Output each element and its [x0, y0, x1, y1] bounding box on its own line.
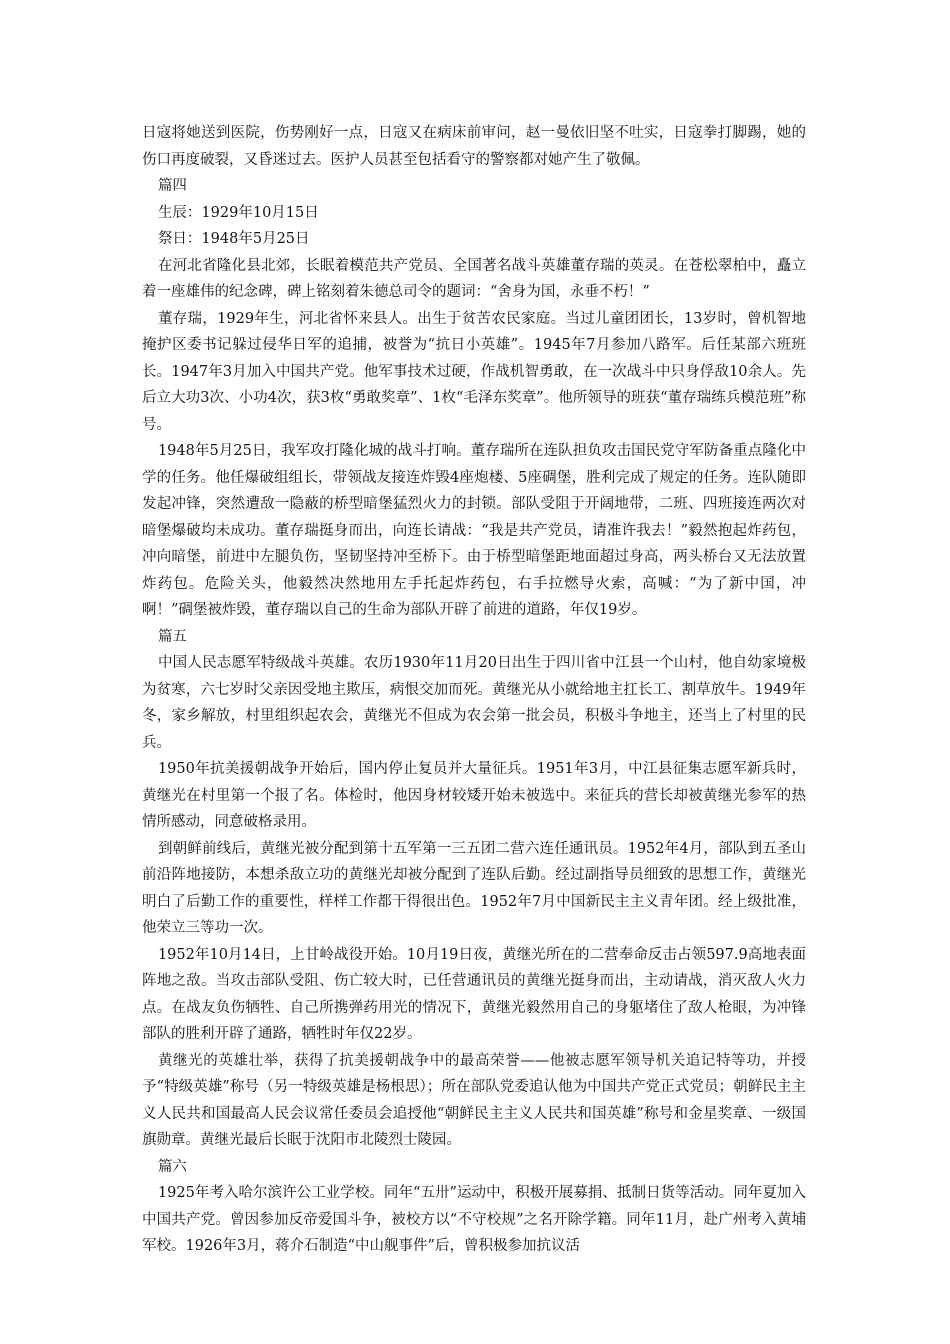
- paragraph-dong-cunrui-2: 董存瑞，1929年生，河北省怀来县人。出生于贫苦农民家庭。当过儿童团团长，13岁时，曾机智地掩护区委书记躲过侵华日军的追捕，被誉为“抗日小英雄”。1945年7月参加八路军。后任某部六班班长。1947年3月加入中国共产党。他军事技术过硬，作战机智勇敢，在一次战斗中只身俘敌10余人。先后立大功3次、小功4次，获3枚“勇敢奖章”、1枚“毛泽东奖章”。他所领导的班获“董存瑞练兵模范班”称号。: [142, 310, 806, 433]
- section-heading-6: 篇六: [157, 1158, 187, 1175]
- paragraph-dong-cunrui-1: 在河北省隆化县北郊，长眠着模范共产党员、全国著名战斗英雄董存瑞的英灵。在苍松翠柏中，矗立着一座雄伟的纪念碑，碑上铭刻着朱德总司令的题词：“舍身为国，永垂不朽！”: [142, 257, 806, 300]
- section-heading-4: 篇四: [157, 178, 187, 194]
- paragraph-huang-jiguang-5: 黄继光的英雄壮举，获得了抗美援朝战争中的最高荣誉——他被志愿军领导机关追记特等功，并授予“特级英雄”称号（另一特级英雄是杨根思）；所在部队党委追认他为中国共产党正式党员；朝鲜民主主义人民共和国最高人民会议常任委员会追授他“朝鲜民主主义人民共和国英雄”称号和金星奖章、一级国旗勋章。黄继光最后长眠于沈阳市北陵烈士陵园。: [142, 1052, 806, 1148]
- paragraph-dong-cunrui-3: 1948年5月25日，我军攻打隆化城的战斗打响。董存瑞所在连队担负攻击国民党守军防备重点隆化中学的任务。他任爆破组组长，带领战友接连炸毁4座炮楼、5座碉堡，胜利完成了规定的任务。连队随即发起冲锋，突然遭敌一隐蔽的桥型暗堡猛烈火力的封锁。部队受阻于开阔地带，二班、四班接连两次对暗堡爆破均未成功。董存瑞挺身而出，向连长请战：“我是共产党员，请准许我去！”毅然抱起炸药包，冲向暗堡，前进中左腿负伤，坚韧坚持冲至桥下。由于桥型暗堡距地面超过身高，两头桥台又无法放置炸药包。危险关头，他毅然决然地用左手托起炸药包，右手拉燃导火索，高喊：“为了新中国，冲啊！”碉堡被炸毁，董存瑞以自己的生命为部队开辟了前进的道路，年仅19岁。: [142, 443, 806, 618]
- paragraph-huang-jiguang-4: 1952年10月14日，上甘岭战役开始。10月19日夜，黄继光所在的二营奉命反击占领597.9高地表面阵地之敌。当攻击部队受阻、伤亡较大时，已任营通讯员的黄继光挺身而出，主动请战，消灭敌人火力点。在战友负伤牺牲、自己所携弹药用光的情况下，黄继光毅然用自己的身躯堵住了敌人枪眼，为冲锋部队的胜利开辟了通路，牺牲时年仅22岁。: [142, 946, 806, 1042]
- paragraph-huang-jiguang-3: 到朝鲜前线后，黄继光被分配到第十五军第一三五团二营六连任通讯员。1952年4月，部队到五圣山前沿阵地接防，本想杀敌立功的黄继光却被分配到了连队后勤。经过副指导员细致的思想工作，黄继光明白了后勤工作的重要性，样样工作都干得很出色。1952年7月中国新民主主义青年团。经上级批准，他荣立三等功一次。: [142, 840, 806, 936]
- paragraph-huang-jiguang-2: 1950年抗美援朝战争开始后，国内停止复员并大量征兵。1951年3月，中江县征集志愿军新兵时，黄继光在村里第一个报了名。体检时，他因身材较矮开始未被选中。来征兵的营长却被黄继光参军的热情所感动，同意破格录用。: [142, 761, 806, 830]
- paragraph-zhao-yiman-end: 日寇将她送到医院，伤势刚好一点，日寇又在病床前审问，赵一曼依旧坚不吐实，日寇拳打脚踢，她的伤口再度破裂，又昏迷过去。医护人员甚至包括看守的警察都对她产生了敬佩。: [142, 125, 806, 168]
- memorial-date: 祭日：1948年5月25日: [157, 231, 310, 247]
- document-page: [142, 120, 806, 1260]
- section-heading-5: 篇五: [157, 628, 187, 645]
- paragraph-section-6-1: 1925年考入哈尔滨许公工业学校。同年“五卅”运动中，积极开展募捐、抵制日货等活动。同年夏加入中国共产党。曾因参加反帝爱国斗争，被校方以“不守校规”之名开除学籍。同年11月，赴广州考入黄埔军校。1926年3月，蒋介石制造“中山舰事件”后，曾积极参加抗议活: [142, 1185, 806, 1254]
- birth-date: 生辰：1929年10月15日: [157, 204, 319, 221]
- paragraph-huang-jiguang-1: 中国人民志愿军特级战斗英雄。农历1930年11月20日出生于四川省中江县一个山村，他自幼家境极为贫寒，六七岁时父亲因受地主欺压，病恨交加而死。黄继光从小就给地主扛长工、割草放牛。1949年冬，家乡解放，村里组织起农会，黄继光不但成为农会第一批会员，积极斗争地主，还当上了村里的民兵。: [142, 655, 806, 751]
